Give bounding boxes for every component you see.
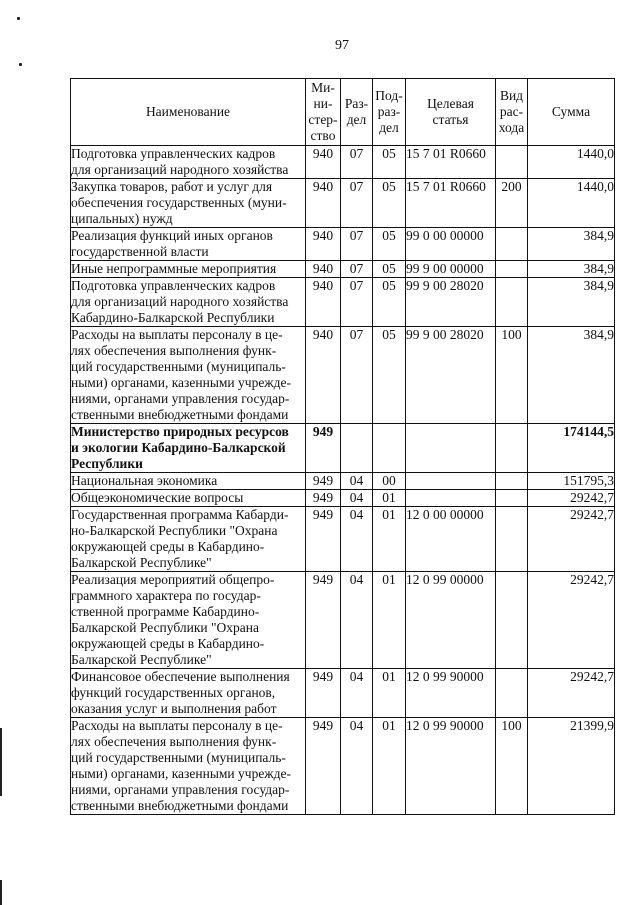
amount-cell: 21399,9 [528, 718, 615, 815]
subsection-code-cell: 01 [373, 507, 406, 572]
expense-type-cell: 100 [496, 718, 528, 815]
table-row [71, 572, 615, 669]
table-row [71, 179, 615, 228]
subsection-code-cell: 01 [373, 490, 406, 507]
section-code-cell [341, 424, 373, 473]
expense-type-cell [496, 507, 528, 572]
target-article-cell: 12 0 00 00000 [406, 507, 496, 572]
target-article-cell: 12 0 99 00000 [406, 572, 496, 669]
ministry-code-cell: 940 [306, 327, 341, 424]
header-name: Наименование [71, 79, 306, 146]
header-ministry: Ми- ни- стер- ство [306, 79, 341, 146]
ministry-code-cell: 940 [306, 228, 341, 261]
page-number: 97 [335, 38, 349, 53]
section-code-cell: 04 [341, 572, 373, 669]
ministry-code-cell: 949 [306, 473, 341, 490]
section-code-cell: 04 [341, 490, 373, 507]
amount-cell: 174144,5 [528, 424, 615, 473]
section-code-cell: 07 [341, 261, 373, 278]
table-row [71, 718, 615, 815]
amount-cell: 151795,3 [528, 473, 615, 490]
subsection-code-cell: 00 [373, 473, 406, 490]
ministry-code-cell: 949 [306, 507, 341, 572]
name-cell: Иные непрограммные мероприятия [71, 261, 306, 278]
target-article-cell: 99 9 00 28020 [406, 327, 496, 424]
name-cell: Подготовка управленческих кадров для организаций народного хозяйства [71, 146, 306, 179]
name-cell: Реализация мероприятий общепро- граммного характера по государ- ственной программе Кабардино- Балкарской Республики "Охрана окружающей среды в Кабардино- Балкарской Республике" [71, 572, 306, 669]
amount-cell: 384,9 [528, 278, 615, 327]
expense-type-cell [496, 278, 528, 327]
target-article-cell: 12 0 99 90000 [406, 718, 496, 815]
expense-type-cell [496, 261, 528, 278]
scan-mark [17, 17, 20, 20]
expense-type-cell [496, 572, 528, 669]
name-cell: Национальная экономика [71, 473, 306, 490]
target-article-cell: 99 0 00 00000 [406, 228, 496, 261]
name-cell: Министерство природных ресурсов и экологии Кабардино-Балкарской Республики [71, 424, 306, 473]
subsection-code-cell: 01 [373, 669, 406, 718]
expense-type-cell [496, 669, 528, 718]
section-code-cell: 07 [341, 146, 373, 179]
ministry-code-cell: 949 [306, 424, 341, 473]
expense-type-cell [496, 473, 528, 490]
target-article-cell: 12 0 99 90000 [406, 669, 496, 718]
subsection-code-cell: 05 [373, 278, 406, 327]
name-cell: Общеэкономические вопросы [71, 490, 306, 507]
expense-type-cell [496, 424, 528, 473]
amount-cell: 1440,0 [528, 146, 615, 179]
name-cell: Государственная программа Кабарди- но-Балкарской Республики "Охрана окружающей среды в Кабардино- Балкарской Республике" [71, 507, 306, 572]
amount-cell: 1440,0 [528, 179, 615, 228]
ministry-code-cell: 949 [306, 490, 341, 507]
ministry-code-cell: 949 [306, 572, 341, 669]
expense-type-cell [496, 228, 528, 261]
subsection-code-cell: 05 [373, 146, 406, 179]
section-code-cell: 07 [341, 278, 373, 327]
table-row [71, 146, 615, 179]
table-row [71, 473, 615, 490]
amount-cell: 29242,7 [528, 572, 615, 669]
expense-type-cell: 100 [496, 327, 528, 424]
header-target-article: Целевая статья [406, 79, 496, 146]
table-row [71, 327, 615, 424]
ministry-code-cell: 940 [306, 278, 341, 327]
ministry-code-cell: 940 [306, 146, 341, 179]
table-row [71, 261, 615, 278]
subsection-code-cell: 01 [373, 572, 406, 669]
scan-mark [0, 880, 2, 905]
section-code-cell: 04 [341, 473, 373, 490]
amount-cell: 29242,7 [528, 669, 615, 718]
expense-type-cell [496, 146, 528, 179]
expense-type-cell: 200 [496, 179, 528, 228]
amount-cell: 29242,7 [528, 507, 615, 572]
name-cell: Подготовка управленческих кадров для организаций народного хозяйства Кабардино-Балкарской Республики [71, 278, 306, 327]
ministry-code-cell: 940 [306, 179, 341, 228]
table-row [71, 507, 615, 572]
header-subsection: Под- раз- дел [373, 79, 406, 146]
subsection-code-cell: 05 [373, 327, 406, 424]
header-expense-type: Вид рас- хода [496, 79, 528, 146]
name-cell: Закупка товаров, работ и услуг для обеспечения государственных (муни- ципальных) нужд [71, 179, 306, 228]
target-article-cell [406, 490, 496, 507]
section-code-cell: 04 [341, 718, 373, 815]
subsection-code-cell: 05 [373, 179, 406, 228]
name-cell: Реализация функций иных органов государственной власти [71, 228, 306, 261]
section-code-cell: 07 [341, 228, 373, 261]
table-row [71, 669, 615, 718]
amount-cell: 384,9 [528, 261, 615, 278]
target-article-cell: 99 9 00 00000 [406, 261, 496, 278]
subsection-code-cell [373, 424, 406, 473]
section-code-cell: 04 [341, 669, 373, 718]
table-header-row [71, 79, 615, 146]
table-row [71, 424, 615, 473]
target-article-cell: 15 7 01 R0660 [406, 146, 496, 179]
table-body [71, 146, 615, 815]
subsection-code-cell: 05 [373, 261, 406, 278]
amount-cell: 384,9 [528, 228, 615, 261]
name-cell: Финансовое обеспечение выполнения функций государственных органов, оказания услуг и выполнения работ [71, 669, 306, 718]
name-cell: Расходы на выплаты персоналу в це- лях обеспечения выполнения функ- ций государственными (муниципаль- ными) органами, казенными учрежде- ниями, органами управления государ- ственными внебюджетными фондами [71, 327, 306, 424]
amount-cell: 29242,7 [528, 490, 615, 507]
header-amount: Сумма [528, 79, 615, 146]
section-code-cell: 04 [341, 507, 373, 572]
header-section: Раз- дел [341, 79, 373, 146]
target-article-cell [406, 424, 496, 473]
ministry-code-cell: 949 [306, 669, 341, 718]
subsection-code-cell: 05 [373, 228, 406, 261]
expense-type-cell [496, 490, 528, 507]
name-cell: Расходы на выплаты персоналу в це- лях обеспечения выполнения функ- ций государственными (муниципаль- ными) органами, казенными учрежде- ниями, органами управления государ- ственными внебюджетными фондами [71, 718, 306, 815]
section-code-cell: 07 [341, 179, 373, 228]
section-code-cell: 07 [341, 327, 373, 424]
table-row [71, 228, 615, 261]
target-article-cell: 99 9 00 28020 [406, 278, 496, 327]
table-row [71, 278, 615, 327]
subsection-code-cell: 01 [373, 718, 406, 815]
scan-mark [19, 63, 22, 66]
target-article-cell [406, 473, 496, 490]
ministry-code-cell: 949 [306, 718, 341, 815]
table-row [71, 490, 615, 507]
budget-table [70, 78, 615, 815]
target-article-cell: 15 7 01 R0660 [406, 179, 496, 228]
scan-mark [0, 728, 2, 796]
ministry-code-cell: 940 [306, 261, 341, 278]
amount-cell: 384,9 [528, 327, 615, 424]
